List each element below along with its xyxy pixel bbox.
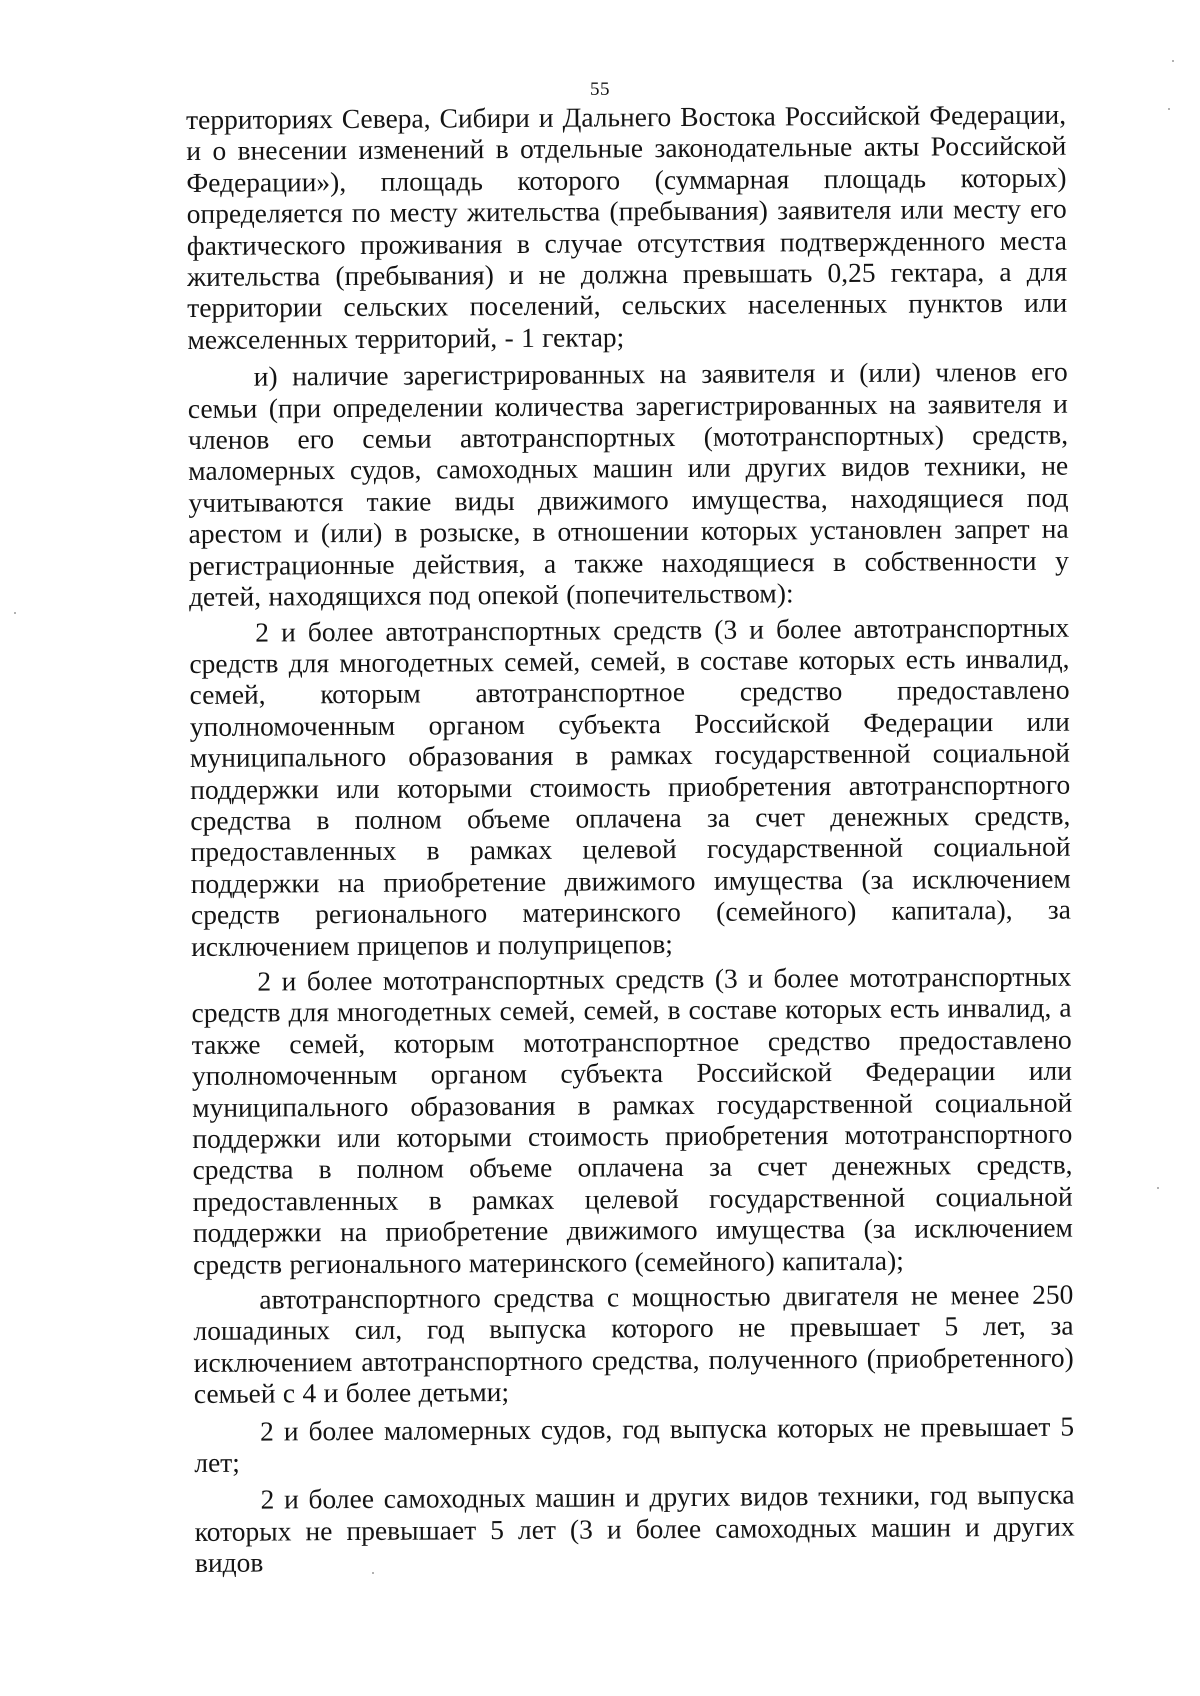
document-body: [186, 99, 1075, 1583]
paragraph-engine-power: автотранспортного средства с мощностью двигателя не менее 250 лошадиных сил, год выпуска которого не превышает 5 лет, за исключением автотранспортного средства, полученного (приобретенного) семьей с 4 и более детьми;: [193, 1278, 1074, 1410]
paragraph-self-propelled-machines: 2 и более самоходных машин и других видов техники, год выпуска которых не превышает 5 лет (3 и более самоходных машин и других видов: [194, 1479, 1075, 1579]
page-number: 55: [590, 79, 610, 100]
scan-speck: [14, 612, 16, 614]
paragraph-land-plot: территориях Севера, Сибири и Дальнего Востока Российской Федерации, и о внесении изменений в отдельные законодательные акты Российской Федерации»), площадь которого (суммарная площадь которых) определяется по месту жительства (пребывания) заявителя или месту его фактического проживания в случае отсутствия подтвержденного места жительства (пребывания) и не должна превышать 0,25 гектара, а для территории сельских поселений, сельских населенных пунктов или межселенных территорий, - 1 гектар;: [186, 98, 1068, 355]
scan-speck: [1168, 108, 1170, 110]
scan-speck: [1172, 60, 1174, 62]
paragraph-small-vessels: 2 и более маломерных судов, год выпуска которых не превышает 5 лет;: [194, 1410, 1075, 1479]
paragraph-item-i-vehicles: и) наличие зарегистрированных на заявителя и (или) членов его семьи (при определении количества зарегистрированных на заявителя и членов его семьи автотранспортных (мототранспортных) средств, маломерных судов, самоходных машин или других видов техники, не учитываются такие виды движимого имущества, находящиеся под арестом и (или) в розыске, в отношении которых установлен запрет на регистрационные действия, а также находящиеся в собственности у детей, находящихся под опекой (попечительством):: [187, 355, 1069, 613]
scan-speck: [372, 1572, 374, 1574]
paragraph-auto-vehicles: 2 и более автотранспортных средств (3 и более автотранспортных средств для многодетных семей, семей, в составе которых есть инвалид, семей, которым автотранспортное средство предоставлено уполномоченным органом субъекта Российской Федерации или муниципального образования в рамках государственной социальной поддержки или которыми стоимость приобретения автотранспортного средства в полном объеме оплачена за счет денежных средств, предоставленных в рамках целевой государственной социальной поддержки на приобретение движимого имущества (за исключением средств регионального материнского (семейного) капитала), за исключением прицепов и полуприцепов;: [189, 611, 1072, 962]
paragraph-moto-vehicles: 2 и более мототранспортных средств (3 и более мототранспортных средств для многодетных семей, семей, в составе которых есть инвалид, а также семей, которым мототранспортное средство предоставлено уполномоченным органом субъекта Российской Федерации или муниципального образования в рамках государственной социальной поддержки или которыми стоимость приобретения мототранспортного средства в полном объеме оплачена за счет денежных средств, предоставленных в рамках целевой государственной социальной поддержки на приобретение движимого имущества (за исключением средств регионального материнского (семейного) капитала);: [191, 960, 1073, 1280]
scan-speck: [1157, 1187, 1159, 1189]
